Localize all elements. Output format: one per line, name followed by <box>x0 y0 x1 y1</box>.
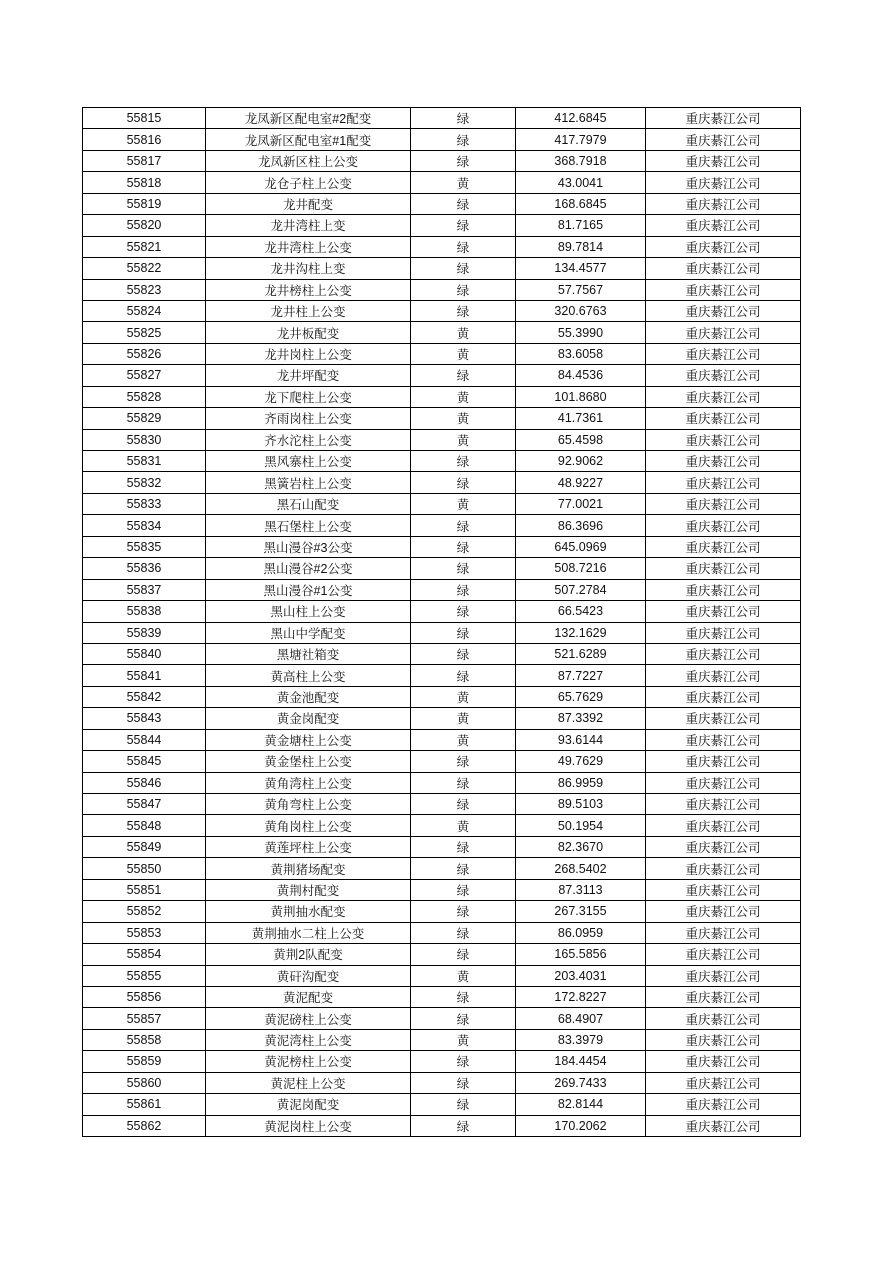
table-row <box>83 493 801 514</box>
table-row <box>83 772 801 793</box>
cell-name: 龙凤新区配电室#1配变 <box>206 129 411 150</box>
cell-value: 521.6289 <box>516 643 646 664</box>
table-row <box>83 300 801 321</box>
cell-status: 绿 <box>411 1094 516 1115</box>
table-row <box>83 686 801 707</box>
cell-id: 55842 <box>83 686 206 707</box>
cell-company: 重庆綦江公司 <box>646 1051 801 1072</box>
cell-company: 重庆綦江公司 <box>646 408 801 429</box>
cell-status: 黄 <box>411 686 516 707</box>
table-row <box>83 1072 801 1093</box>
cell-value: 48.9227 <box>516 472 646 493</box>
cell-status: 绿 <box>411 622 516 643</box>
cell-value: 89.7814 <box>516 236 646 257</box>
cell-status: 黄 <box>411 1029 516 1050</box>
table-row <box>83 1008 801 1029</box>
cell-name: 黄荆猪场配变 <box>206 858 411 879</box>
cell-status: 绿 <box>411 536 516 557</box>
cell-company: 重庆綦江公司 <box>646 836 801 857</box>
table-row <box>83 1094 801 1115</box>
cell-name: 龙井配变 <box>206 193 411 214</box>
cell-id: 55835 <box>83 536 206 557</box>
table-row <box>83 1029 801 1050</box>
cell-id: 55852 <box>83 901 206 922</box>
cell-company: 重庆綦江公司 <box>646 365 801 386</box>
table-row <box>83 408 801 429</box>
cell-id: 55858 <box>83 1029 206 1050</box>
cell-name: 龙井沟柱上变 <box>206 258 411 279</box>
cell-company: 重庆綦江公司 <box>646 493 801 514</box>
cell-status: 绿 <box>411 1008 516 1029</box>
cell-id: 55844 <box>83 729 206 750</box>
table-row <box>83 794 801 815</box>
table-row <box>83 322 801 343</box>
cell-value: 83.6058 <box>516 343 646 364</box>
cell-value: 267.3155 <box>516 901 646 922</box>
cell-company: 重庆綦江公司 <box>646 215 801 236</box>
cell-value: 507.2784 <box>516 579 646 600</box>
table-row <box>83 536 801 557</box>
table-row <box>83 129 801 150</box>
cell-value: 134.4577 <box>516 258 646 279</box>
cell-value: 368.7918 <box>516 150 646 171</box>
cell-name: 黄荆村配变 <box>206 879 411 900</box>
cell-id: 55825 <box>83 322 206 343</box>
cell-status: 绿 <box>411 451 516 472</box>
table-row <box>83 1115 801 1136</box>
cell-name: 黄荆抽水配变 <box>206 901 411 922</box>
cell-id: 55838 <box>83 601 206 622</box>
cell-company: 重庆綦江公司 <box>646 708 801 729</box>
table-row <box>83 622 801 643</box>
cell-id: 55845 <box>83 751 206 772</box>
cell-value: 65.7629 <box>516 686 646 707</box>
table-row <box>83 236 801 257</box>
cell-id: 55857 <box>83 1008 206 1029</box>
cell-id: 55831 <box>83 451 206 472</box>
cell-name: 黄金堡柱上公变 <box>206 751 411 772</box>
cell-status: 黄 <box>411 386 516 407</box>
cell-id: 55822 <box>83 258 206 279</box>
cell-status: 绿 <box>411 579 516 600</box>
transformer-data-table <box>82 107 801 1137</box>
cell-status: 绿 <box>411 150 516 171</box>
table-row <box>83 858 801 879</box>
cell-name: 黄泥榜柱上公变 <box>206 1051 411 1072</box>
cell-status: 绿 <box>411 1115 516 1136</box>
cell-name: 黑风寨柱上公变 <box>206 451 411 472</box>
cell-id: 55815 <box>83 108 206 129</box>
cell-id: 55823 <box>83 279 206 300</box>
cell-name: 黄金岗配变 <box>206 708 411 729</box>
cell-id: 55821 <box>83 236 206 257</box>
table-row <box>83 665 801 686</box>
cell-value: 66.5423 <box>516 601 646 622</box>
cell-company: 重庆綦江公司 <box>646 1072 801 1093</box>
cell-name: 黄角湾柱上公变 <box>206 772 411 793</box>
cell-name: 黄高柱上公变 <box>206 665 411 686</box>
cell-status: 绿 <box>411 944 516 965</box>
cell-id: 55832 <box>83 472 206 493</box>
cell-value: 87.3113 <box>516 879 646 900</box>
cell-status: 黄 <box>411 322 516 343</box>
cell-company: 重庆綦江公司 <box>646 386 801 407</box>
table-row <box>83 279 801 300</box>
cell-status: 绿 <box>411 751 516 772</box>
cell-status: 黄 <box>411 815 516 836</box>
cell-value: 184.4454 <box>516 1051 646 1072</box>
cell-status: 绿 <box>411 193 516 214</box>
cell-name: 黄金塘柱上公变 <box>206 729 411 750</box>
table-row <box>83 172 801 193</box>
table-row <box>83 451 801 472</box>
cell-id: 55850 <box>83 858 206 879</box>
cell-name: 黑山中学配变 <box>206 622 411 643</box>
cell-company: 重庆綦江公司 <box>646 472 801 493</box>
table-row <box>83 429 801 450</box>
table-row <box>83 708 801 729</box>
cell-id: 55848 <box>83 815 206 836</box>
table-row <box>83 815 801 836</box>
cell-status: 绿 <box>411 922 516 943</box>
cell-value: 50.1954 <box>516 815 646 836</box>
cell-company: 重庆綦江公司 <box>646 772 801 793</box>
cell-id: 55840 <box>83 643 206 664</box>
cell-value: 412.6845 <box>516 108 646 129</box>
cell-value: 82.8144 <box>516 1094 646 1115</box>
cell-id: 55834 <box>83 515 206 536</box>
cell-value: 57.7567 <box>516 279 646 300</box>
cell-value: 172.8227 <box>516 986 646 1007</box>
cell-id: 55830 <box>83 429 206 450</box>
cell-status: 绿 <box>411 472 516 493</box>
cell-value: 93.6144 <box>516 729 646 750</box>
cell-name: 龙井榜柱上公变 <box>206 279 411 300</box>
cell-id: 55859 <box>83 1051 206 1072</box>
cell-value: 165.5856 <box>516 944 646 965</box>
cell-value: 269.7433 <box>516 1072 646 1093</box>
cell-company: 重庆綦江公司 <box>646 794 801 815</box>
cell-status: 绿 <box>411 215 516 236</box>
cell-value: 101.8680 <box>516 386 646 407</box>
cell-name: 龙凤新区柱上公变 <box>206 150 411 171</box>
table-row <box>83 901 801 922</box>
cell-name: 龙凤新区配电室#2配变 <box>206 108 411 129</box>
cell-status: 黄 <box>411 408 516 429</box>
table-row <box>83 558 801 579</box>
cell-id: 55828 <box>83 386 206 407</box>
cell-company: 重庆綦江公司 <box>646 150 801 171</box>
cell-id: 55818 <box>83 172 206 193</box>
cell-status: 黄 <box>411 343 516 364</box>
cell-value: 55.3990 <box>516 322 646 343</box>
cell-value: 86.3696 <box>516 515 646 536</box>
cell-status: 绿 <box>411 601 516 622</box>
cell-company: 重庆綦江公司 <box>646 300 801 321</box>
cell-name: 黄泥岗柱上公变 <box>206 1115 411 1136</box>
cell-name: 黑山柱上公变 <box>206 601 411 622</box>
cell-status: 绿 <box>411 236 516 257</box>
cell-company: 重庆綦江公司 <box>646 965 801 986</box>
cell-name: 龙仓子柱上公变 <box>206 172 411 193</box>
cell-name: 龙下爬柱上公变 <box>206 386 411 407</box>
cell-value: 645.0969 <box>516 536 646 557</box>
cell-value: 77.0021 <box>516 493 646 514</box>
cell-value: 83.3979 <box>516 1029 646 1050</box>
cell-name: 黄金池配变 <box>206 686 411 707</box>
cell-status: 绿 <box>411 1072 516 1093</box>
cell-name: 黄荆2队配变 <box>206 944 411 965</box>
cell-value: 49.7629 <box>516 751 646 772</box>
cell-name: 黑簧岩柱上公变 <box>206 472 411 493</box>
cell-value: 87.7227 <box>516 665 646 686</box>
cell-status: 绿 <box>411 129 516 150</box>
cell-value: 203.4031 <box>516 965 646 986</box>
cell-id: 55853 <box>83 922 206 943</box>
cell-company: 重庆綦江公司 <box>646 236 801 257</box>
cell-status: 绿 <box>411 665 516 686</box>
cell-value: 92.9062 <box>516 451 646 472</box>
cell-status: 黄 <box>411 429 516 450</box>
cell-name: 黄泥配变 <box>206 986 411 1007</box>
cell-value: 68.4907 <box>516 1008 646 1029</box>
cell-status: 黄 <box>411 965 516 986</box>
cell-status: 绿 <box>411 108 516 129</box>
cell-value: 82.3670 <box>516 836 646 857</box>
cell-company: 重庆綦江公司 <box>646 558 801 579</box>
cell-status: 绿 <box>411 986 516 1007</box>
cell-name: 黄莲坪柱上公变 <box>206 836 411 857</box>
cell-status: 绿 <box>411 772 516 793</box>
cell-name: 黑山漫谷#2公变 <box>206 558 411 579</box>
table-row <box>83 965 801 986</box>
cell-id: 55855 <box>83 965 206 986</box>
cell-value: 132.1629 <box>516 622 646 643</box>
cell-company: 重庆綦江公司 <box>646 258 801 279</box>
cell-name: 龙井柱上公变 <box>206 300 411 321</box>
cell-id: 55839 <box>83 622 206 643</box>
cell-status: 绿 <box>411 558 516 579</box>
cell-value: 89.5103 <box>516 794 646 815</box>
table-row <box>83 108 801 129</box>
cell-name: 黄泥磅柱上公变 <box>206 1008 411 1029</box>
cell-id: 55833 <box>83 493 206 514</box>
cell-name: 黄矸沟配变 <box>206 965 411 986</box>
cell-id: 55846 <box>83 772 206 793</box>
cell-id: 55827 <box>83 365 206 386</box>
cell-company: 重庆綦江公司 <box>646 944 801 965</box>
cell-value: 86.0959 <box>516 922 646 943</box>
cell-company: 重庆綦江公司 <box>646 429 801 450</box>
cell-name: 黑塘社箱变 <box>206 643 411 664</box>
cell-status: 绿 <box>411 300 516 321</box>
cell-name: 齐雨岗柱上公变 <box>206 408 411 429</box>
table-row <box>83 922 801 943</box>
cell-name: 黄角弯柱上公变 <box>206 794 411 815</box>
table-row <box>83 193 801 214</box>
table-row <box>83 343 801 364</box>
cell-name: 龙井湾柱上公变 <box>206 236 411 257</box>
cell-status: 绿 <box>411 836 516 857</box>
cell-id: 55826 <box>83 343 206 364</box>
table-row <box>83 258 801 279</box>
cell-id: 55843 <box>83 708 206 729</box>
cell-status: 绿 <box>411 858 516 879</box>
cell-company: 重庆綦江公司 <box>646 108 801 129</box>
cell-name: 龙井岗柱上公变 <box>206 343 411 364</box>
cell-company: 重庆綦江公司 <box>646 729 801 750</box>
cell-value: 268.5402 <box>516 858 646 879</box>
cell-id: 55829 <box>83 408 206 429</box>
cell-company: 重庆綦江公司 <box>646 129 801 150</box>
cell-company: 重庆綦江公司 <box>646 1094 801 1115</box>
cell-id: 55824 <box>83 300 206 321</box>
cell-id: 55820 <box>83 215 206 236</box>
cell-id: 55856 <box>83 986 206 1007</box>
cell-company: 重庆綦江公司 <box>646 172 801 193</box>
cell-value: 41.7361 <box>516 408 646 429</box>
cell-company: 重庆綦江公司 <box>646 1008 801 1029</box>
cell-status: 黄 <box>411 172 516 193</box>
cell-id: 55816 <box>83 129 206 150</box>
table-row <box>83 215 801 236</box>
table-row <box>83 944 801 965</box>
cell-value: 87.3392 <box>516 708 646 729</box>
cell-status: 绿 <box>411 879 516 900</box>
cell-name: 龙井板配变 <box>206 322 411 343</box>
cell-company: 重庆綦江公司 <box>646 193 801 214</box>
cell-name: 黑山漫谷#3公变 <box>206 536 411 557</box>
cell-company: 重庆綦江公司 <box>646 279 801 300</box>
table-row <box>83 386 801 407</box>
table-row <box>83 879 801 900</box>
table-row <box>83 601 801 622</box>
cell-status: 绿 <box>411 279 516 300</box>
table-row <box>83 150 801 171</box>
table-row <box>83 986 801 1007</box>
cell-name: 黄泥岗配变 <box>206 1094 411 1115</box>
cell-value: 170.2062 <box>516 1115 646 1136</box>
cell-value: 81.7165 <box>516 215 646 236</box>
cell-id: 55860 <box>83 1072 206 1093</box>
cell-value: 86.9959 <box>516 772 646 793</box>
cell-value: 43.0041 <box>516 172 646 193</box>
table-row <box>83 472 801 493</box>
cell-name: 黄荆抽水二柱上公变 <box>206 922 411 943</box>
cell-value: 417.7979 <box>516 129 646 150</box>
cell-id: 55841 <box>83 665 206 686</box>
cell-company: 重庆綦江公司 <box>646 815 801 836</box>
cell-status: 黄 <box>411 729 516 750</box>
cell-name: 黑石山配变 <box>206 493 411 514</box>
cell-id: 55862 <box>83 1115 206 1136</box>
cell-status: 绿 <box>411 901 516 922</box>
cell-status: 绿 <box>411 515 516 536</box>
cell-company: 重庆綦江公司 <box>646 601 801 622</box>
cell-company: 重庆綦江公司 <box>646 622 801 643</box>
cell-company: 重庆綦江公司 <box>646 1029 801 1050</box>
cell-company: 重庆綦江公司 <box>646 343 801 364</box>
table-row <box>83 515 801 536</box>
cell-status: 绿 <box>411 1051 516 1072</box>
cell-value: 65.4598 <box>516 429 646 450</box>
table-body <box>83 108 801 1137</box>
cell-status: 绿 <box>411 643 516 664</box>
table-row <box>83 643 801 664</box>
cell-id: 55837 <box>83 579 206 600</box>
table-row <box>83 836 801 857</box>
cell-id: 55851 <box>83 879 206 900</box>
cell-name: 黄角岗柱上公变 <box>206 815 411 836</box>
cell-status: 黄 <box>411 708 516 729</box>
cell-status: 绿 <box>411 365 516 386</box>
cell-id: 55819 <box>83 193 206 214</box>
cell-status: 绿 <box>411 258 516 279</box>
cell-id: 55847 <box>83 794 206 815</box>
cell-company: 重庆綦江公司 <box>646 515 801 536</box>
cell-value: 320.6763 <box>516 300 646 321</box>
cell-company: 重庆綦江公司 <box>646 901 801 922</box>
table-row <box>83 365 801 386</box>
cell-company: 重庆綦江公司 <box>646 922 801 943</box>
table-row <box>83 729 801 750</box>
cell-company: 重庆綦江公司 <box>646 686 801 707</box>
cell-id: 55861 <box>83 1094 206 1115</box>
cell-id: 55849 <box>83 836 206 857</box>
cell-company: 重庆綦江公司 <box>646 1115 801 1136</box>
cell-name: 黄泥湾柱上公变 <box>206 1029 411 1050</box>
cell-id: 55854 <box>83 944 206 965</box>
cell-status: 黄 <box>411 493 516 514</box>
cell-company: 重庆綦江公司 <box>646 858 801 879</box>
cell-company: 重庆綦江公司 <box>646 751 801 772</box>
cell-name: 黄泥柱上公变 <box>206 1072 411 1093</box>
cell-company: 重庆綦江公司 <box>646 451 801 472</box>
cell-company: 重庆綦江公司 <box>646 986 801 1007</box>
cell-value: 168.6845 <box>516 193 646 214</box>
cell-name: 龙井坪配变 <box>206 365 411 386</box>
cell-company: 重庆綦江公司 <box>646 879 801 900</box>
cell-status: 绿 <box>411 794 516 815</box>
cell-company: 重庆綦江公司 <box>646 665 801 686</box>
cell-company: 重庆綦江公司 <box>646 536 801 557</box>
cell-value: 84.4536 <box>516 365 646 386</box>
cell-company: 重庆綦江公司 <box>646 579 801 600</box>
cell-name: 黑石堡柱上公变 <box>206 515 411 536</box>
cell-value: 508.7216 <box>516 558 646 579</box>
table-row <box>83 751 801 772</box>
cell-name: 黑山漫谷#1公变 <box>206 579 411 600</box>
cell-company: 重庆綦江公司 <box>646 322 801 343</box>
cell-name: 龙井湾柱上变 <box>206 215 411 236</box>
table-row <box>83 1051 801 1072</box>
cell-company: 重庆綦江公司 <box>646 643 801 664</box>
table-row <box>83 579 801 600</box>
cell-name: 齐水沱柱上公变 <box>206 429 411 450</box>
cell-id: 55817 <box>83 150 206 171</box>
cell-id: 55836 <box>83 558 206 579</box>
